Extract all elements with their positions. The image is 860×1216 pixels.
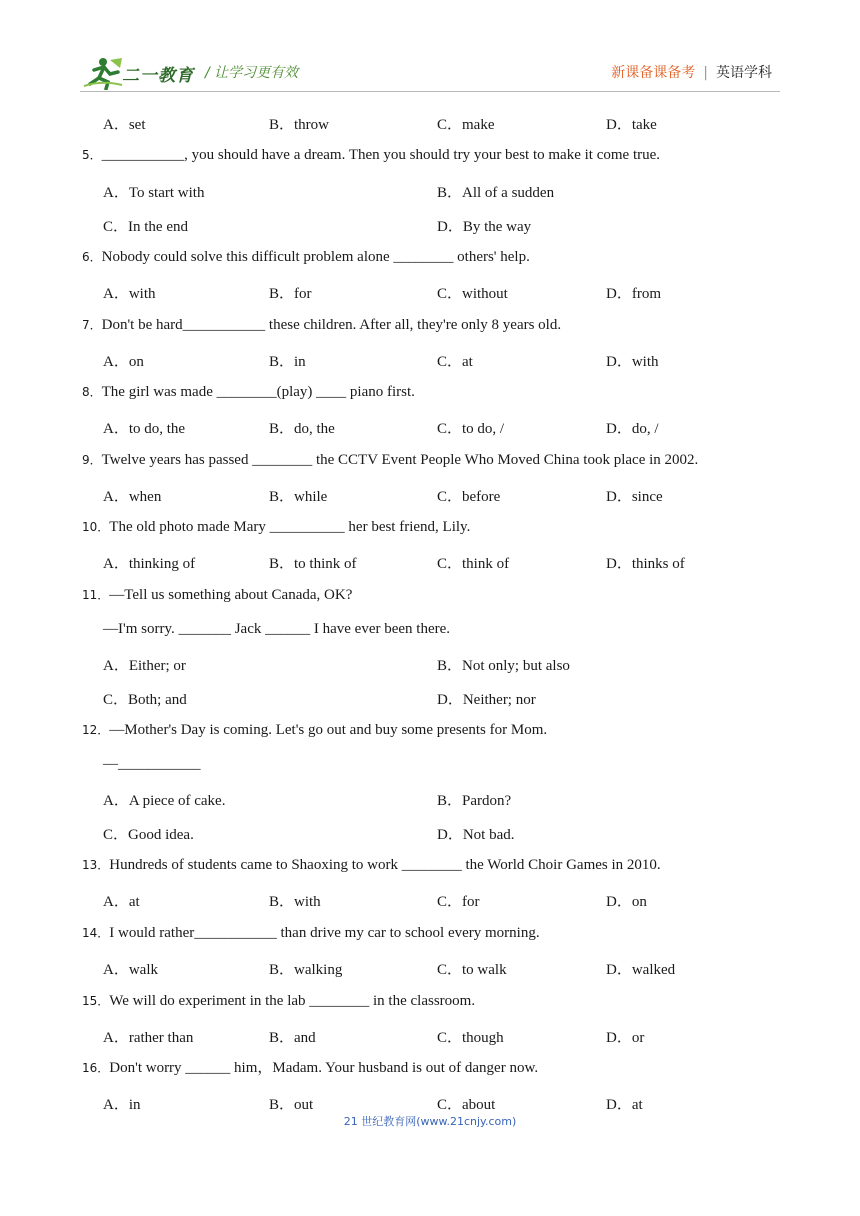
question-number: 5． bbox=[82, 148, 102, 162]
q9-option-a: A．when bbox=[103, 489, 162, 505]
question-number: 16． bbox=[82, 1061, 110, 1075]
q10-option-b: B．to think of bbox=[269, 556, 357, 572]
q12-option-c: C．Good idea. bbox=[103, 827, 194, 843]
q6-option-a: A．with bbox=[103, 286, 156, 302]
question-8 bbox=[82, 383, 415, 401]
question-number: 7． bbox=[82, 318, 102, 332]
q8-option-a: A．to do, the bbox=[103, 421, 186, 437]
q14-option-a: A．walk bbox=[103, 962, 158, 978]
question-text: I would rather___________ than drive my car to school every morning. bbox=[109, 925, 540, 941]
q11-option-a: A．Either; or bbox=[103, 658, 186, 674]
header-right bbox=[611, 62, 772, 82]
q15-option-d: D．or bbox=[606, 1030, 645, 1046]
question-number: 9． bbox=[82, 453, 102, 467]
q4-option-d: D．take bbox=[606, 117, 657, 133]
q7-option-c: C．at bbox=[437, 354, 473, 370]
q13-option-a: A．at bbox=[103, 894, 140, 910]
q14-option-c: C．to walk bbox=[437, 962, 507, 978]
q9-option-d: D．since bbox=[606, 489, 663, 505]
q4-option-a: A．set bbox=[103, 117, 146, 133]
q6-option-b: B．for bbox=[269, 286, 312, 302]
q5-option-c: C．In the end bbox=[103, 219, 188, 235]
question-text: —Tell us something about Canada, OK? bbox=[109, 587, 353, 603]
header-subject-label: 英语学科 bbox=[716, 65, 772, 81]
question-14 bbox=[82, 924, 540, 942]
q14-option-b: B．walking bbox=[269, 962, 343, 978]
q5-option-a: A．To start with bbox=[103, 185, 205, 201]
question-7 bbox=[82, 316, 561, 334]
q8-option-b: B．do, the bbox=[269, 421, 335, 437]
question-number: 10． bbox=[82, 520, 110, 534]
q6-option-c: C．without bbox=[437, 286, 508, 302]
q12-option-a: A．A piece of cake. bbox=[103, 793, 226, 809]
question-text: Nobody could solve this difficult problem alone ________ others' help. bbox=[101, 249, 530, 265]
q15-option-c: C．though bbox=[437, 1030, 504, 1046]
q10-option-d: D．thinks of bbox=[606, 556, 685, 572]
q13-option-d: D．on bbox=[606, 894, 647, 910]
question-text: ___________, you should have a dream. Then you should try your best to make it come true. bbox=[101, 147, 661, 163]
question-6 bbox=[82, 248, 530, 266]
q11-option-c: C．Both; and bbox=[103, 692, 187, 708]
logo-text: 二一教育 bbox=[122, 66, 194, 86]
question-10 bbox=[82, 518, 470, 536]
question-11-dialogue: —I'm sorry. _______ Jack ______ I have ever been there. bbox=[103, 621, 451, 637]
q16-option-b: B．out bbox=[269, 1097, 314, 1113]
q16-option-c: C．about bbox=[437, 1097, 496, 1113]
question-text: —Mother's Day is coming. Let's go out and buy some presents for Mom. bbox=[109, 722, 548, 738]
q6-option-d: D．from bbox=[606, 286, 661, 302]
question-text: Don't be hard___________ these children. After all, they're only 8 years old. bbox=[101, 317, 562, 333]
q5-option-b: B．All of a sudden bbox=[437, 185, 555, 201]
q9-option-c: C．before bbox=[437, 489, 501, 505]
question-number: 6． bbox=[82, 250, 102, 264]
header-separator: | bbox=[703, 65, 708, 81]
question-number: 8． bbox=[82, 385, 102, 399]
question-text: We will do experiment in the lab ________ in the classroom. bbox=[109, 993, 476, 1009]
question-12-dialogue: —___________ bbox=[103, 756, 201, 772]
q7-option-d: D．with bbox=[606, 354, 659, 370]
question-number: 13． bbox=[82, 858, 110, 872]
page-footer: 21 世纪教育网(www.21cnjy.com) bbox=[343, 1115, 517, 1128]
question-13 bbox=[82, 856, 661, 874]
q13-option-b: B．with bbox=[269, 894, 321, 910]
q15-option-a: A．rather than bbox=[103, 1030, 194, 1046]
q9-option-b: B．while bbox=[269, 489, 328, 505]
question-number: 15． bbox=[82, 994, 110, 1008]
header-divider bbox=[80, 91, 780, 92]
q16-option-a: A．in bbox=[103, 1097, 141, 1113]
q11-option-b: B．Not only; but also bbox=[437, 658, 570, 674]
q12-option-d: D．Not bad. bbox=[437, 827, 515, 843]
q8-option-c: C．to do, / bbox=[437, 421, 505, 437]
question-11 bbox=[82, 586, 352, 604]
q16-option-d: D．at bbox=[606, 1097, 643, 1113]
question-9 bbox=[82, 451, 698, 469]
question-text: The girl was made ________(play) ____ piano first. bbox=[101, 384, 415, 400]
question-number: 14． bbox=[82, 926, 110, 940]
question-number: 12． bbox=[82, 723, 110, 737]
question-16 bbox=[82, 1059, 538, 1077]
q8-option-d: D．do, / bbox=[606, 421, 659, 437]
q5-option-d: D．By the way bbox=[437, 219, 532, 235]
page-header bbox=[0, 0, 860, 100]
q12-option-b: B．Pardon? bbox=[437, 793, 512, 809]
q7-option-b: B．in bbox=[269, 354, 306, 370]
question-text: Don't worry ______ him，Madam. Your husband is out of danger now. bbox=[109, 1060, 539, 1076]
q15-option-b: B．and bbox=[269, 1030, 316, 1046]
header-course-label: 新课备课备考 bbox=[611, 65, 696, 81]
question-text: The old photo made Mary __________ her best friend, Lily. bbox=[109, 519, 471, 535]
question-12 bbox=[82, 721, 547, 739]
question-15 bbox=[82, 992, 475, 1010]
question-number: 11． bbox=[82, 588, 110, 602]
q4-option-c: C．make bbox=[437, 117, 495, 133]
q4-option-b: B．throw bbox=[269, 117, 330, 133]
question-5 bbox=[82, 146, 660, 164]
slogan: / 让学习更有效 bbox=[205, 65, 299, 81]
q10-option-a: A．thinking of bbox=[103, 556, 196, 572]
q10-option-c: C．think of bbox=[437, 556, 510, 572]
q11-option-d: D．Neither; nor bbox=[437, 692, 536, 708]
question-text: Hundreds of students came to Shaoxing to work ________ the World Choir Games in 2010. bbox=[109, 857, 661, 873]
q7-option-a: A．on bbox=[103, 354, 144, 370]
q14-option-d: D．walked bbox=[606, 962, 676, 978]
q13-option-c: C．for bbox=[437, 894, 480, 910]
question-text: Twelve years has passed ________ the CCTV Event People Who Moved China took place in 2002. bbox=[101, 452, 699, 468]
